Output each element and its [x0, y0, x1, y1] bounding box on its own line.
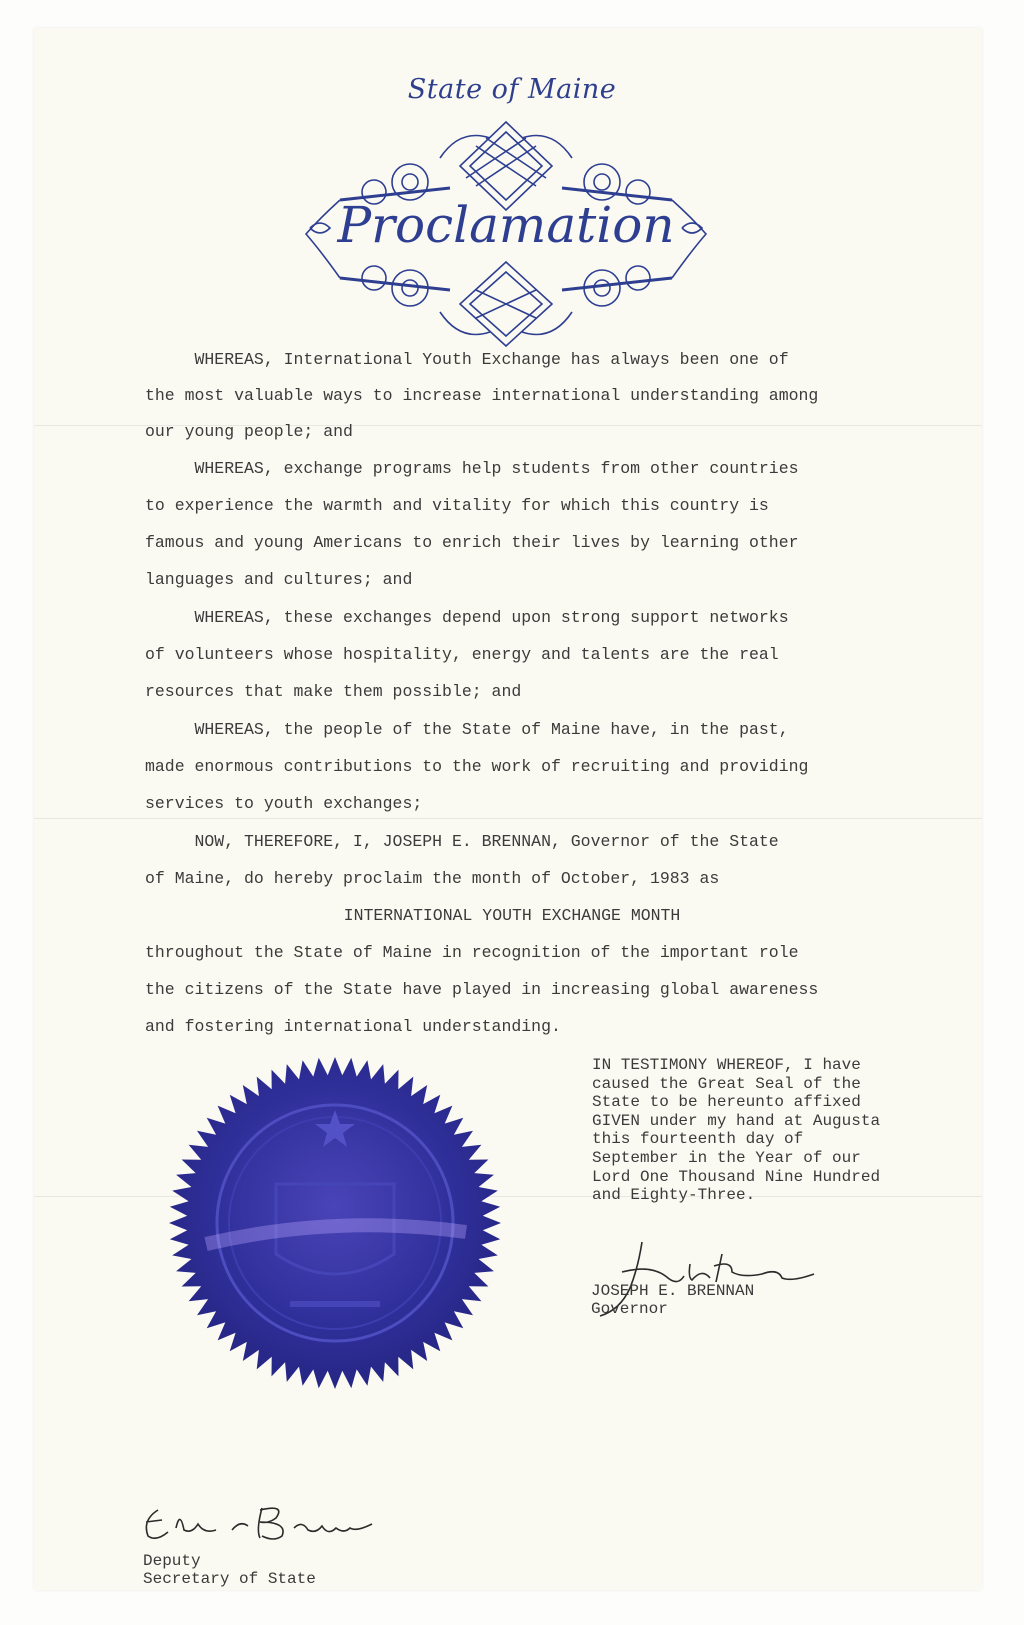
deputy-title-line: Deputy: [143, 1552, 201, 1570]
deputy-signature-icon: [136, 1500, 376, 1548]
body-line: services to youth exchanges;: [145, 794, 423, 813]
body-line: WHEREAS, exchange programs help students from other countries: [145, 459, 799, 478]
body-line: our young people; and: [145, 422, 353, 441]
state-of-maine-heading: State of Maine: [407, 74, 617, 105]
proclamation-title: Proclamation: [337, 196, 675, 254]
body-line: languages and cultures; and: [145, 570, 413, 589]
testimony-block: IN TESTIMONY WHEREOF, I have caused the Great Seal of the State to be hereunto affixed GIVEN under my hand at Augusta this fourteenth day of September in the Year of our Lord One Thousand Nine Hundred and Eighty-Three.: [592, 1056, 881, 1205]
body-line: resources that make them possible; and: [145, 682, 522, 701]
governor-name: JOSEPH E. BRENNAN: [591, 1282, 755, 1300]
body-line: WHEREAS, the people of the State of Maine have, in the past,: [145, 720, 789, 739]
deputy-title-line: Secretary of State: [143, 1570, 316, 1588]
body-line: of Maine, do hereby proclaim the month of October, 1983 as: [145, 869, 720, 888]
great-seal-icon: [166, 1054, 504, 1392]
body-line: famous and young Americans to enrich their lives by learning other: [145, 533, 799, 552]
governor-title: Governor: [591, 1300, 668, 1318]
fold-line: [34, 818, 982, 819]
body-line: the most valuable ways to increase international understanding among: [145, 386, 819, 405]
body-line: to experience the warmth and vitality for which this country is: [145, 496, 769, 515]
body-line: NOW, THEREFORE, I, JOSEPH E. BRENNAN, Governor of the State: [145, 832, 779, 851]
body-line: made enormous contributions to the work of recruiting and providing: [145, 757, 809, 776]
proclaimed-month-title: INTERNATIONAL YOUTH EXCHANGE MONTH: [343, 906, 681, 925]
body-line: throughout the State of Maine in recognition of the important role: [145, 943, 799, 962]
body-line: and fostering international understanding.: [145, 1017, 561, 1036]
body-line: WHEREAS, these exchanges depend upon strong support networks: [145, 608, 789, 627]
body-line: of volunteers whose hospitality, energy and talents are the real: [145, 645, 779, 664]
body-line: the citizens of the State have played in increasing global awareness: [145, 980, 819, 999]
body-line: WHEREAS, International Youth Exchange has always been one of: [145, 350, 789, 369]
